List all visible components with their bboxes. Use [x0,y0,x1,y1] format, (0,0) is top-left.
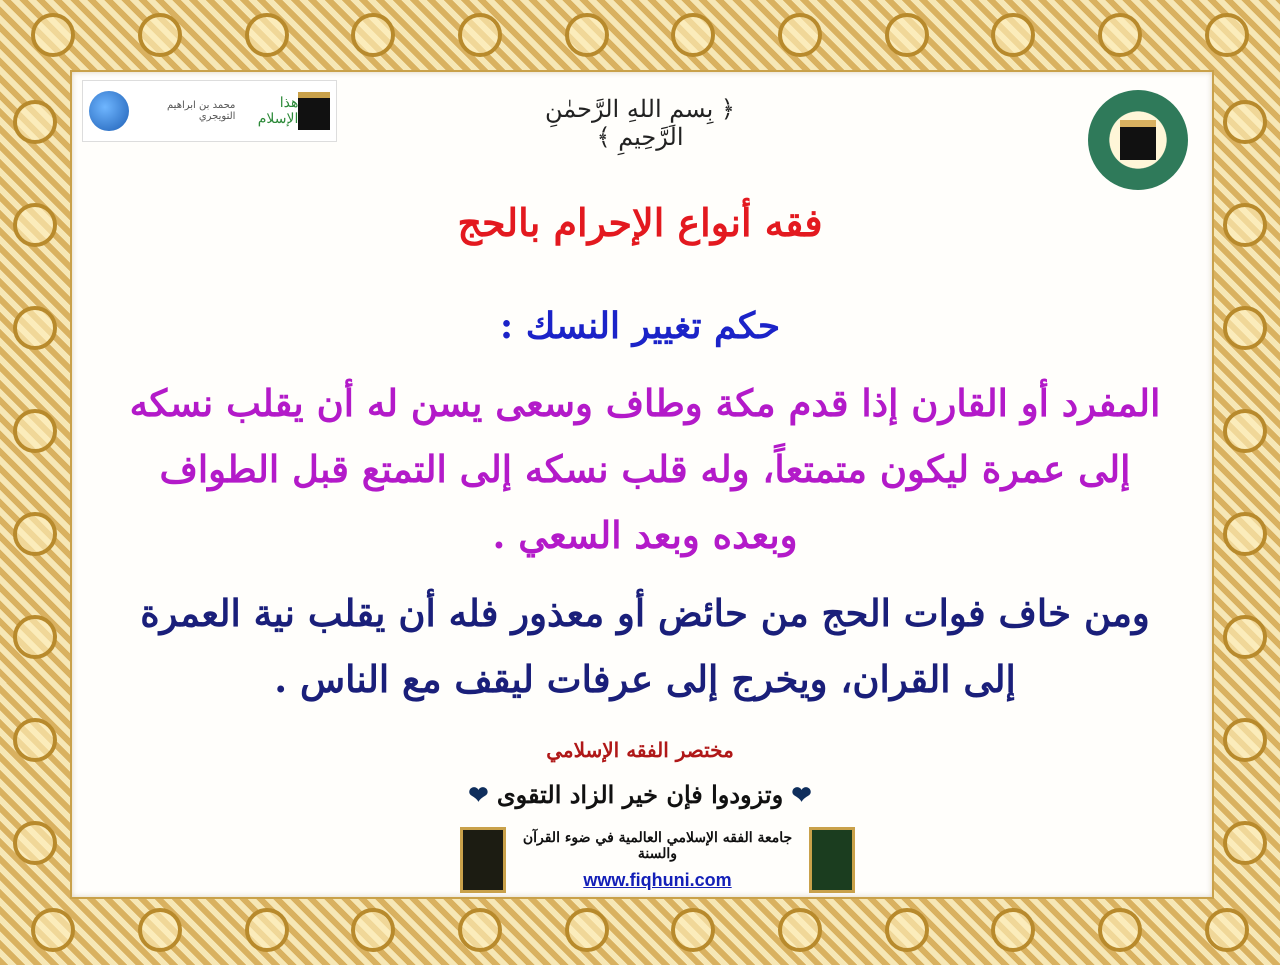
knot-ornament-icon [565,13,609,57]
knot-ornament-icon [245,908,289,952]
frame-bottom [0,895,1280,965]
knot-ornament-icon [1223,821,1267,865]
knot-ornament-icon [671,908,715,952]
knot-ornament-icon [991,13,1035,57]
knot-ornament-icon [13,409,57,453]
seal-logo [1088,90,1188,190]
knot-ornament-icon [565,908,609,952]
knot-ornament-icon [458,908,502,952]
frame-left [0,70,70,895]
knot-ornament-icon [351,908,395,952]
knot-ornament-icon [1098,13,1142,57]
page-title: فقه أنواع الإحرام بالحج [457,200,823,245]
logo-subtitle: محمد بن ابراهيم التويجري [167,100,236,122]
globe-icon [89,91,129,131]
footer-text [506,830,808,891]
knot-ornament-icon [138,13,182,57]
knot-ornament-icon [1223,100,1267,144]
knot-ornament-icon [31,908,75,952]
knot-ornament-icon [138,908,182,952]
verse-text: وتزودوا فإن خير الزاد التقوى [496,780,784,809]
knot-ornament-icon [991,908,1035,952]
knot-ornament-icon [1223,615,1267,659]
knot-ornament-icon [31,13,75,57]
book-icon [460,827,506,893]
frame-top [0,0,1280,70]
knot-ornament-icon [671,13,715,57]
footer [460,825,855,895]
frame-right [1210,70,1280,895]
knot-ornament-icon [13,615,57,659]
knot-ornament-icon [1223,512,1267,556]
knot-ornament-icon [1205,908,1249,952]
knot-ornament-icon [885,908,929,952]
kaaba-icon [298,92,330,130]
knot-ornament-icon [1098,908,1142,952]
knot-ornament-icon [458,13,502,57]
knot-ornament-icon [1223,409,1267,453]
paragraph-2: ومن خاف فوات الحج من حائض أو معذور فله أن يقلب نية العمرة إلى القران، ويخرج إلى عرفات ليقف مع الناس . [140,591,1150,701]
book-icon [809,827,855,893]
section-heading: حكم تغيير النسك : [499,305,781,347]
knot-ornament-icon [778,13,822,57]
university-name: جامعة الفقه الإسلامي العالمية في ضوء القرآن والسنة [522,829,793,862]
source-label: مختصر الفقه الإسلامي [546,738,734,762]
heart-icon: ❤ [468,780,489,809]
knot-ornament-icon [13,512,57,556]
logo-title: هذا الإسلام [257,95,299,127]
knot-ornament-icon [351,13,395,57]
logo-strip [82,80,337,142]
website-link[interactable]: www.fiqhuni.com [583,869,732,890]
verse-line [0,780,1280,809]
knot-ornament-icon [1205,13,1249,57]
paragraph-1: المفرد أو القارن إذا قدم مكة وطاف وسعى يسن له أن يقلب نسكه إلى عمرة ليكون متمتعاً، وله قلب نسكه إلى التمتع قبل الطواف وبعده وبعد السعي . [129,381,1161,557]
knot-ornament-icon [13,821,57,865]
basmala: ﴿ بِسمِ اللهِ الرَّحمٰنِ الرَّحِيمِ ﴾ [544,95,735,151]
knot-ornament-icon [778,908,822,952]
kaaba-icon [1120,120,1156,160]
knot-ornament-icon [245,13,289,57]
knot-ornament-icon [13,100,57,144]
heart-icon: ❤ [791,780,812,809]
knot-ornament-icon [885,13,929,57]
